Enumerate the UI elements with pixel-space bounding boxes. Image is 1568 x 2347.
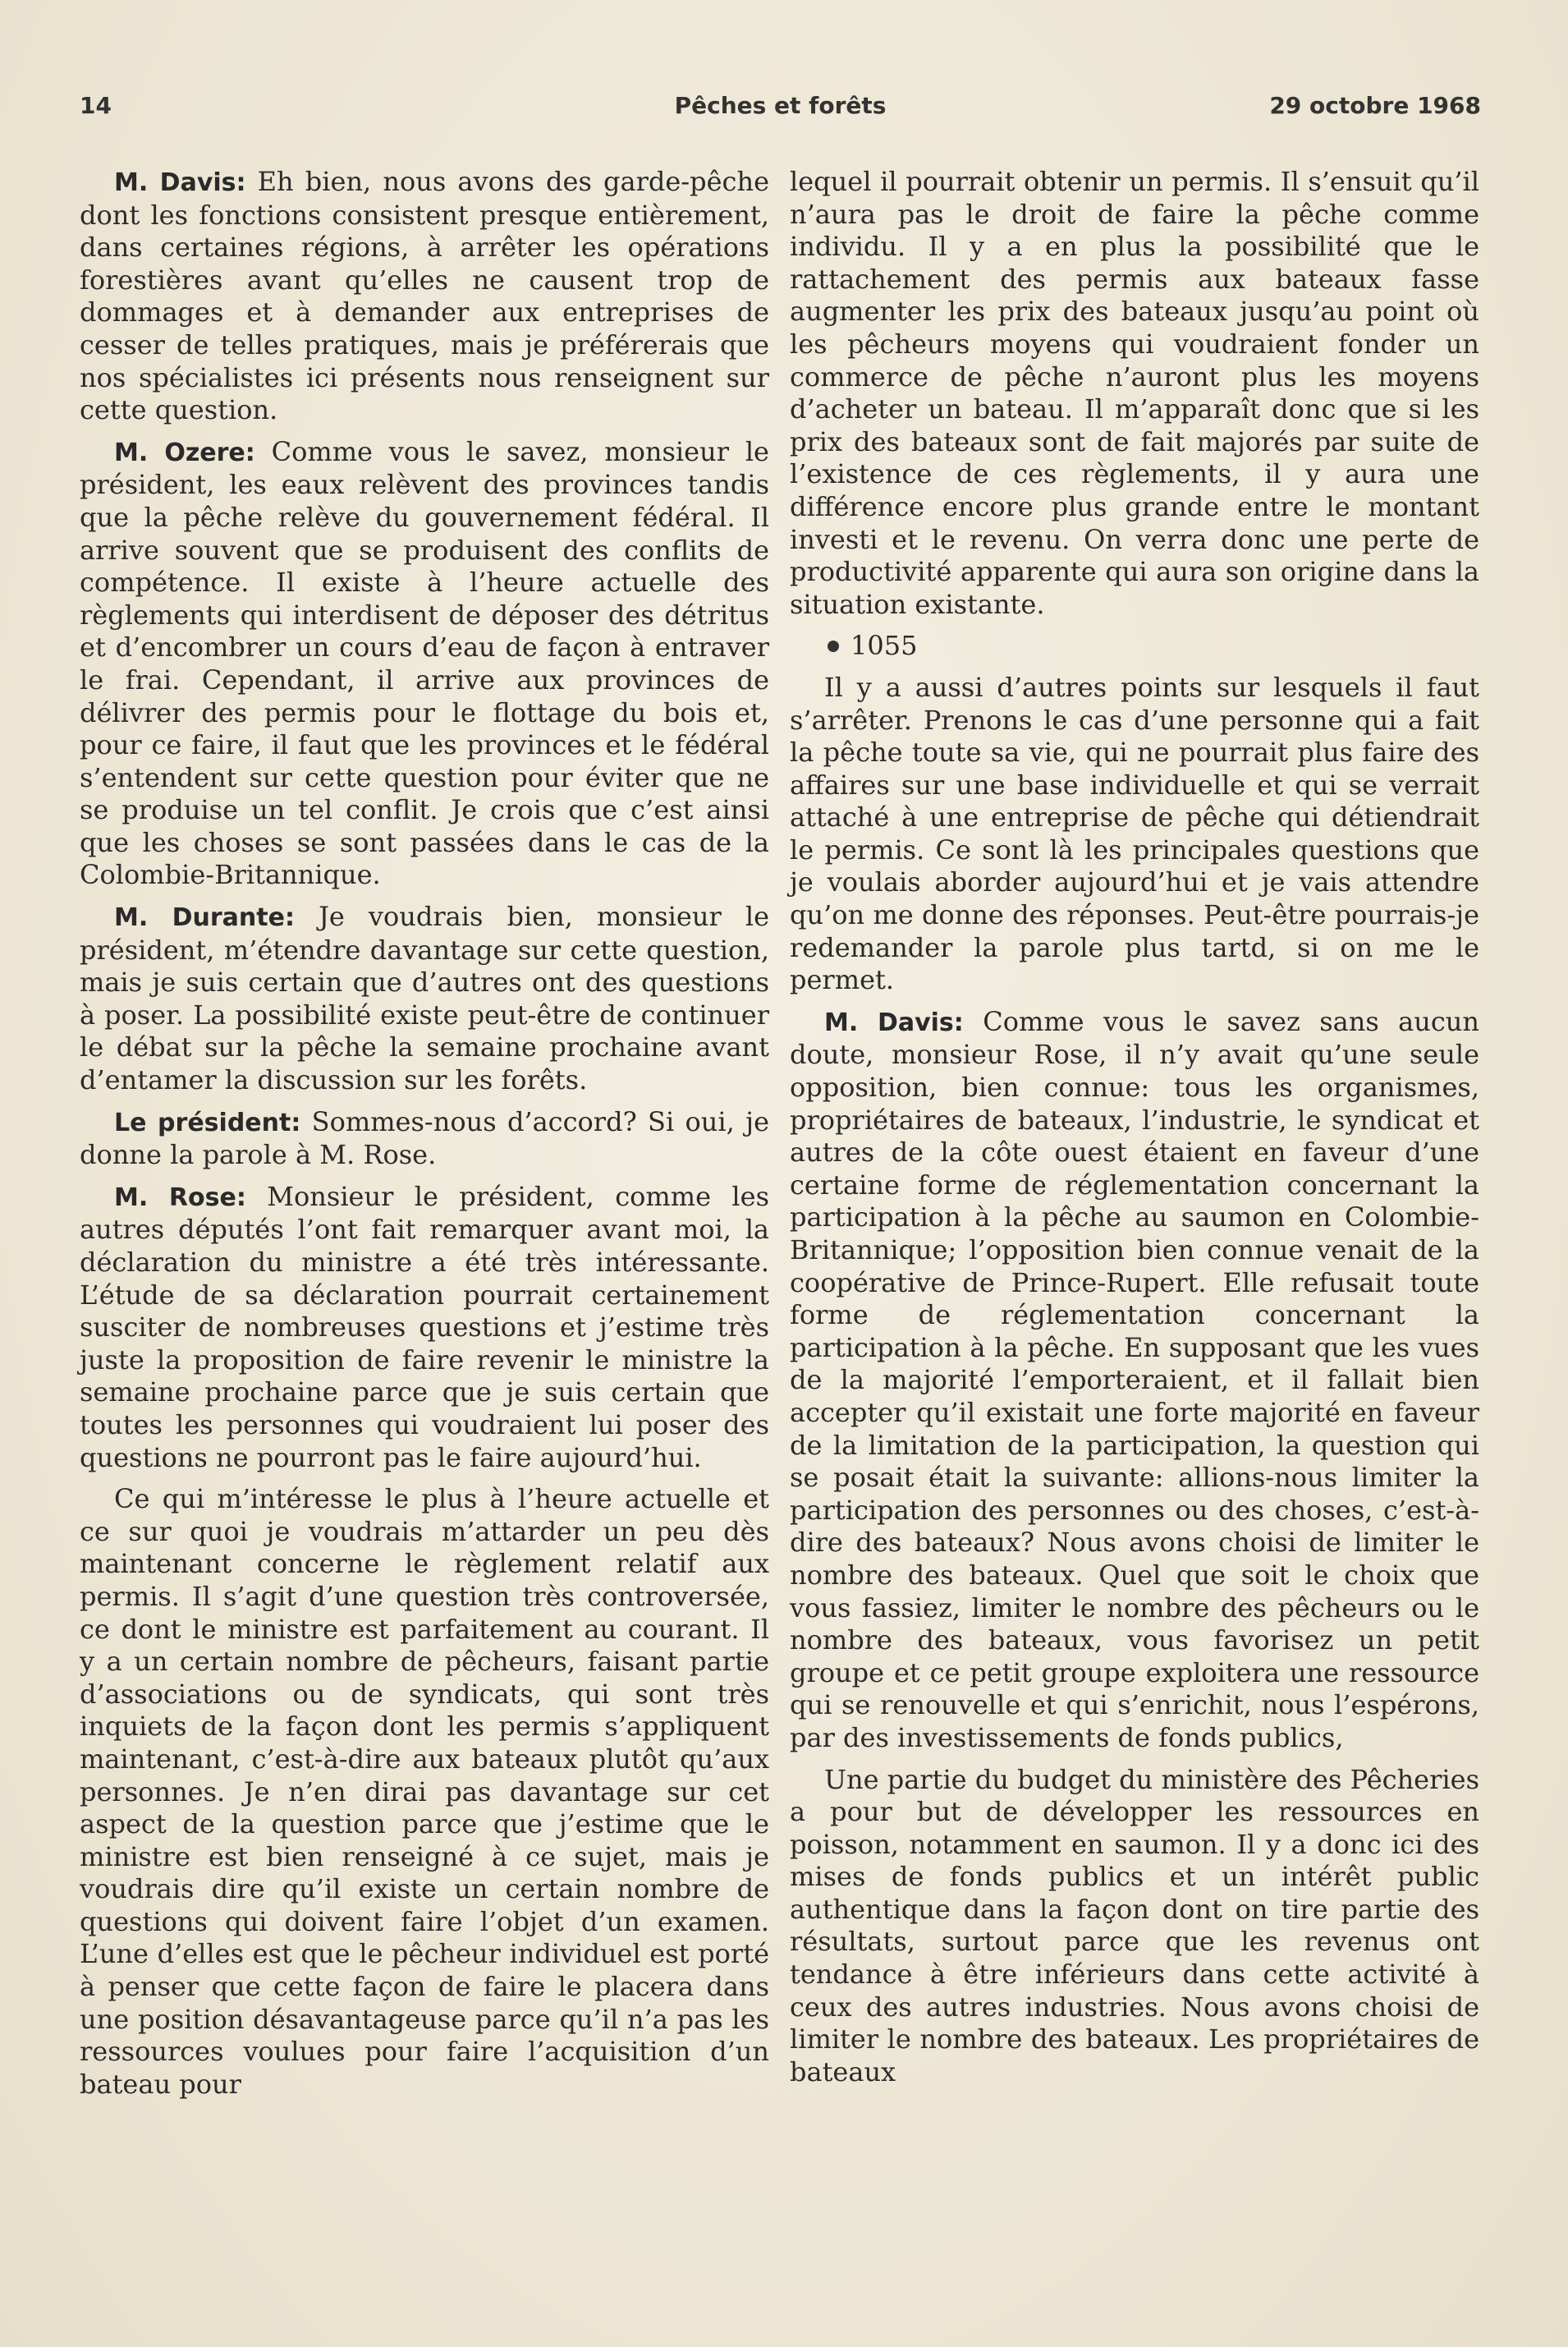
paragraph-text: Je voudrais bien, monsieur le président, m’étendre davantage sur cette question, mais je suis certain que d’autres ont des questions à poser. La possibilité existe peut-être de continuer le débat sur la pêche la semaine prochaine avant d’entamer la discussion sur les forêts. xyxy=(80,901,769,1096)
time-marker xyxy=(790,630,1479,663)
paragraph-text: Comme vous le savez sans aucun doute, monsieur Rose, il n’y avait qu’une seule opposition, bien connue: tous les organismes, propriétaires de bateaux, l’industrie, le syndicat et autres de la côte ouest étaient en faveur d’une certaine forme de réglementation concernant la participation à la pêche au saumon en Colombie-Britannique; l’opposition bien connue venait de la coopérative de Prince-Rupert. Elle refusait toute forme de réglementation concernant la participation à la pêche. En supposant que les vues de la majorité l’emporteraient, et il fallait bien accepter qu’il existait une forte majorité en faveur de la limitation de la participation, la question qui se posait était la suivante: allions-nous limiter la participation des personnes ou des choses, c’est-à-dire des bateaux? Nous avons choisi de limiter le nombre des bateaux. Quel que soit le choix que vous fassiez, limiter le nombre des pêcheurs ou le nombre des bateaux, vous favorisez un petit groupe et ce petit groupe exploitera une ressource qui se renouvelle et qui s’enrichit, nous l’espérons, par des investissements de fonds publics, xyxy=(790,1005,1480,1753)
paragraph-text: Sommes-nous d’accord? Si oui, je donne la parole à M. Rose. xyxy=(80,1105,770,1171)
page-number: 14 xyxy=(80,92,112,119)
paragraph-davis xyxy=(80,166,769,427)
page-header xyxy=(80,92,1481,131)
paragraph-text: Monsieur le président, comme les autres députés l’ont fait remarquer avant moi, la déclaration du ministre a été très intéressante. L’étude de sa déclaration pourrait certainement susciter de nombreuses questions et j’estime très juste la proposition de faire revenir le ministre la semaine prochaine parce que je suis certain que toutes les personnes qui voudraient lui poser des questions ne pourront pas le faire aujourd’hui. xyxy=(80,1180,770,1473)
paragraph-text: Comme vous le savez, monsieur le président, les eaux relèvent des provinces tandis que la pêche relève du gouvernement fédéral. Il arrive souvent que se produisent des conflits de compétence. Il existe à l’heure actuelle des règlements qui interdisent de déposer des détritus et d’encombrer un cours d’eau de façon à entraver le frai. Cependant, il arrive aux provinces de délivrer des permis pour le flottage du bois et, pour ce faire, il faut que les provinces et le fédéral s’entendent sur cette question pour éviter que ne se produise un tel conflit. Je crois que c’est ainsi que les choses se sont passées dans le cas de la Colombie-Britannique. xyxy=(80,435,769,891)
paragraph-davis-reply xyxy=(790,1006,1479,1755)
paragraph-text: Eh bien, nous avons des garde-pêche dont les fonctions consistent presque entièrement, dans certaines régions, à arrêter les opérations forestières avant qu’elles ne causent trop de dommages et à demander aux entreprises de cesser de telles pratiques, mais je préférerais que nos spécialistes ici présents nous renseignent sur cette question. xyxy=(80,166,770,426)
left-column xyxy=(80,166,769,2110)
paragraph-text: Ce qui m’intéresse le plus à l’heure actuelle et ce sur quoi je voudrais m’attarder un peu dès maintenant concerne le règlement relatif aux permis. Il s’agit d’une question très controversée, ce dont le ministre est parfaitement au courant. Il y a un certain nombre de pêcheurs, faisant partie d’associations ou de syndicats, qui sont très inquiets de la façon dont les permis s’appliquent maintenant, c’est-à-dire aux bateaux plutôt qu’aux personnes. Je n’en dirai pas davantage sur cet aspect de la question parce que j’estime que le ministre est bien renseigné à ce sujet, mais je voudrais dire qu’il existe un certain nombre de questions qui doivent faire l’objet d’un examen. L’une d’elles est que le pêcheur individuel est porté à penser que cette façon de faire le placera dans une position désavantageuse parce qu’il n’a pas les ressources voulues pour faire l’acquisition d’un bateau pour xyxy=(80,1483,769,2100)
running-title: Pêches et forêts xyxy=(674,92,887,119)
paragraph-final xyxy=(790,1764,1479,2089)
paragraph-rose-continued xyxy=(80,1483,769,2101)
paragraph-after-marker xyxy=(790,672,1479,997)
time-marker-text: 1055 xyxy=(850,630,918,662)
paragraph-rose xyxy=(80,1181,769,1474)
speaker-label: M. Davis: xyxy=(824,1008,964,1037)
paragraph-text: lequel il pourrait obtenir un permis. Il s’ensuit qu’il n’aura pas le droit de faire la pêche comme individu. Il y a en plus la possibilité que le rattachement des permis aux bateaux fasse augmenter les prix des bateaux jusqu’au point où les pêcheurs moyens qui voudraient fonder un commerce de pêche n’auront plus les moyens d’acheter un bateau. Il m’apparaît donc que si les prix des bateaux sont de fait majorés par suite de l’existence de ces règlements, il y aura une différence encore plus grande entre le montant investi et le revenu. On verra donc une perte de productivité apparente qui aura son origine dans la situation existante. xyxy=(790,166,1479,620)
speaker-label: M. Durante: xyxy=(114,903,295,933)
paragraph-president xyxy=(80,1106,769,1172)
paragraph-durante xyxy=(80,901,769,1097)
speaker-label: M. Rose: xyxy=(114,1183,246,1212)
paragraph-continuation xyxy=(790,166,1479,621)
paragraph-text: Il y a aussi d’autres points sur lesquels il faut s’arrêter. Prenons le cas d’une personne qui a fait la pêche toute sa vie, qui ne pourrait plus faire des affaires sur une base individuelle et qui se verrait attaché à une entreprise de pêche qui détiendrait le permis. Ce sont là les principales questions que je voulais aborder aujourd’hui et je vais attendre qu’on me donne des réponses. Peut-être pourrais-je redemander la parole plus tartd, si on me le permet. xyxy=(790,671,1479,996)
speaker-label: M. Ozere: xyxy=(114,438,255,467)
right-column xyxy=(790,166,1479,2097)
speaker-label: M. Davis: xyxy=(114,168,246,197)
paragraph-ozere xyxy=(80,436,769,892)
bullet-icon xyxy=(828,641,839,652)
speaker-label: Le président: xyxy=(114,1108,301,1137)
page-date: 29 octobre 1968 xyxy=(1269,92,1481,119)
paragraph-text: Une partie du budget du ministère des Pêcheries a pour but de développer les ressources en poisson, notamment en saumon. Il y a donc ici des mises de fonds publics et un intérêt public authentique dans la façon dont on tire partie des résultats, surtout parce que les revenus ont tendance à être inférieurs dans cette activité à ceux des autres industries. Nous avons choisi de limiter le nombre des bateaux. Les propriétaires de bateaux xyxy=(790,1763,1479,2087)
